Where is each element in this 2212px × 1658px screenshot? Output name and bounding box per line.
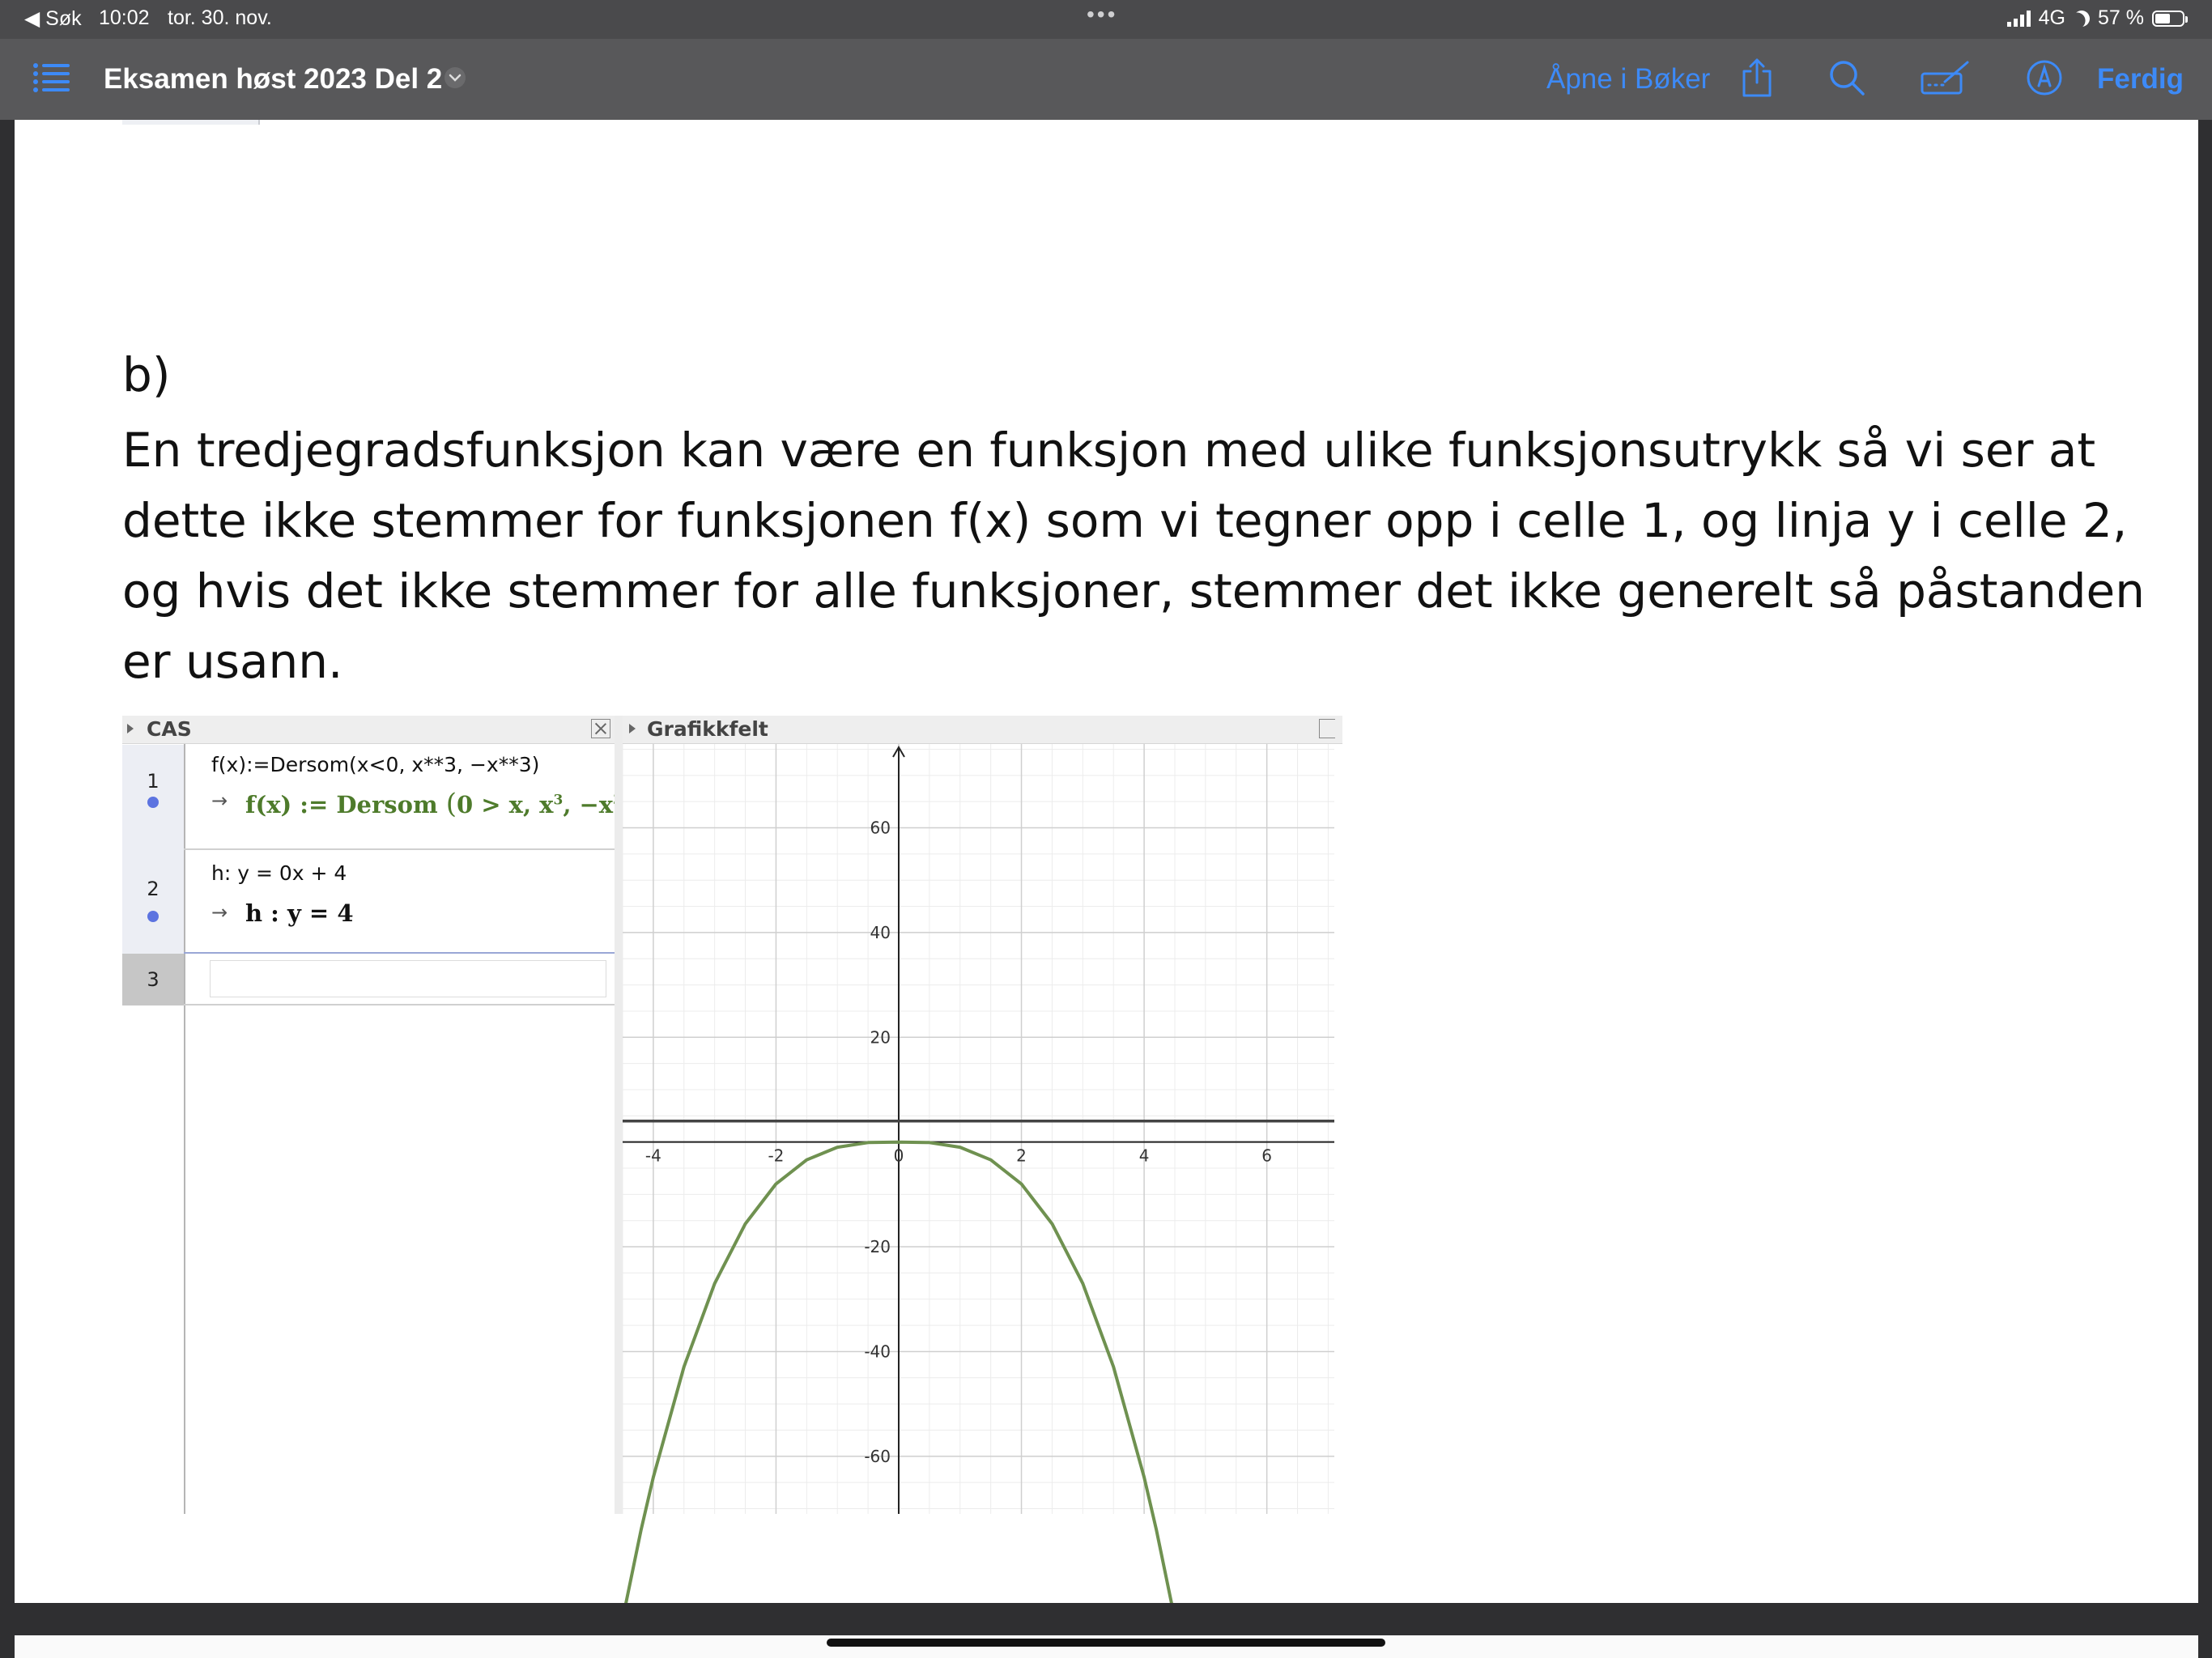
cas-row[interactable] [122, 745, 615, 850]
open-in-books-button[interactable]: Åpne i Bøker [1546, 63, 1711, 95]
document-title[interactable]: Eksamen høst 2023 Del 2 [104, 63, 443, 95]
x-tick-label: 0 [893, 1146, 904, 1166]
home-indicator[interactable] [827, 1639, 1385, 1647]
cas-output-exponent: 3 [553, 792, 564, 809]
y-tick-label: 20 [870, 1027, 891, 1048]
x-tick-label: 2 [1016, 1146, 1027, 1166]
cas-panel [122, 716, 615, 1514]
clock: 10:02 [99, 6, 150, 29]
x-tick-label: 6 [1261, 1146, 1273, 1166]
document-page [15, 120, 2198, 1603]
y-tick-label: -40 [864, 1341, 891, 1362]
network-type: 4G [2038, 6, 2066, 29]
cas-output-args: 0 > x, x [457, 791, 554, 818]
document-toolbar [0, 39, 2212, 120]
visibility-dot-icon[interactable] [147, 911, 159, 922]
markup-pen-icon[interactable] [1921, 61, 1972, 98]
focus-moon-icon [2071, 7, 2093, 29]
cas-panel-header[interactable] [122, 716, 615, 744]
status-bar [0, 0, 2212, 39]
cas-input[interactable]: h: y = 0x + 4 [211, 861, 347, 885]
cas-row[interactable] [122, 954, 615, 1005]
multitasking-dots-icon[interactable]: ••• [1087, 2, 1118, 27]
cas-output-prefix: f(x) := Dersom [245, 791, 438, 818]
battery-icon [2152, 11, 2184, 27]
cas-output: h : y = 4 [245, 899, 354, 927]
close-icon[interactable] [591, 719, 610, 738]
x-tick-label: -4 [644, 1146, 661, 1166]
cellular-signal-icon [2007, 11, 2031, 27]
expand-icon[interactable] [1319, 719, 1335, 738]
outline-list-icon[interactable] [32, 62, 70, 97]
cas-arrow: → [211, 901, 228, 924]
part-label: b) [122, 347, 171, 402]
cas-output [245, 788, 633, 820]
cas-output-open-paren: ( [445, 788, 457, 820]
cas-arrow: → [211, 789, 228, 812]
y-tick-label: -20 [864, 1237, 891, 1257]
graph-canvas[interactable] [623, 744, 1334, 1514]
visibility-dot-icon[interactable] [147, 797, 159, 808]
graphics-panel-header[interactable] [623, 716, 1342, 744]
cas-row-number: 1 [122, 745, 184, 850]
search-icon[interactable] [1828, 59, 1865, 100]
y-tick-label: 60 [870, 818, 891, 838]
chevron-down-icon[interactable] [444, 66, 466, 92]
cas-row-number: 3 [122, 954, 184, 1005]
y-tick-label: -60 [864, 1446, 891, 1466]
cas-input[interactable] [210, 960, 606, 997]
previous-page-edge [122, 120, 260, 125]
row-divider [184, 1004, 615, 1005]
graphics-panel-title: Grafikkfelt [647, 717, 768, 741]
battery-percentage: 57 % [2098, 6, 2144, 29]
cas-row-number: 2 [122, 850, 184, 954]
cas-output-args-2: , −x [563, 791, 614, 818]
status-indicators [2007, 6, 2184, 30]
cas-row[interactable] [122, 850, 615, 954]
back-to-search-link[interactable]: ◀ Søk [24, 7, 82, 30]
cas-input[interactable]: f(x):=Dersom(x<0, x**3, −x**3) [211, 753, 540, 776]
markup-circle-pen-icon[interactable] [2026, 59, 2063, 100]
cas-panel-title: CAS [147, 717, 192, 741]
y-tick-label: 40 [870, 922, 891, 942]
x-tick-label: 4 [1138, 1146, 1150, 1166]
date: tor. 30. nov. [168, 6, 272, 29]
graphics-panel [615, 716, 1334, 1514]
collapse-triangle-icon[interactable] [127, 724, 134, 733]
battery-fill [2155, 14, 2170, 23]
x-tick-label: -2 [768, 1146, 785, 1166]
share-icon[interactable] [1741, 57, 1773, 102]
answer-paragraph: En tredjegradsfunksjon kan være en funksjon med ulike funksjonsutrykk så vi ser at dette ikke stemmer for funksjonen f(x) som vi tegner opp i celle 1, og linja y i celle 2, og hvis det ikke stemmer for alle funksjoner, stemmer det ikke generelt så påstanden er usann. [122, 423, 2145, 689]
done-button[interactable]: Ferdig [2097, 63, 2184, 95]
collapse-triangle-icon[interactable] [629, 724, 636, 733]
